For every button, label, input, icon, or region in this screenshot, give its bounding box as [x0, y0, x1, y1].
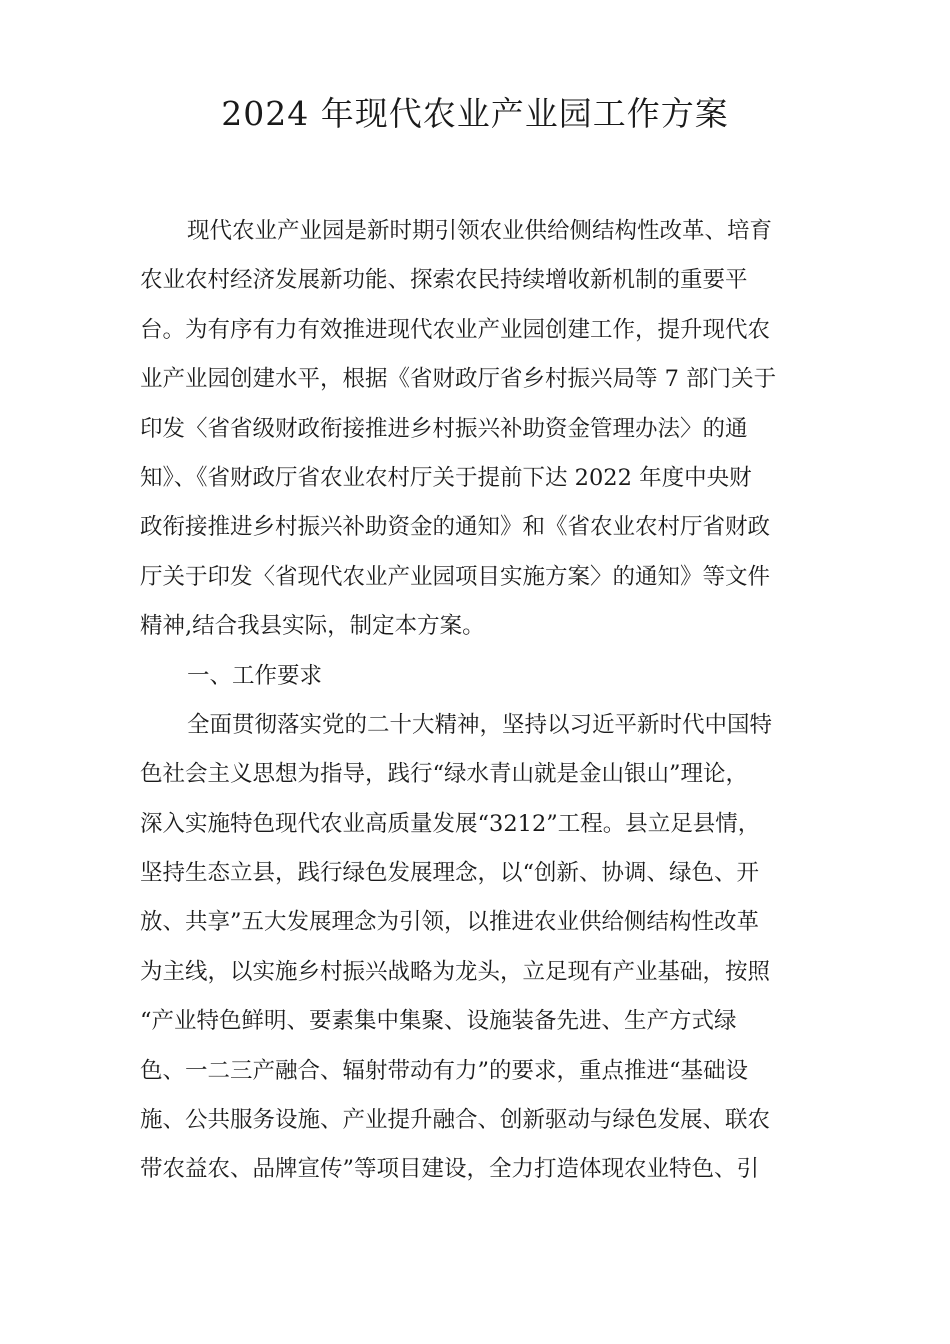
paragraph-line: 为主线，以实施乡村振兴战略为龙头，立足现有产业基础，按照	[140, 958, 771, 985]
paragraph-line: 台。为有序有力有效推进现代农业产业园创建工作，提升现代农	[140, 316, 771, 343]
document-title: 2024 年现代农业产业园工作方案	[221, 94, 729, 133]
section-heading: 一、工作要求	[187, 662, 323, 689]
paragraph-line: 深入实施特色现代农业高质量发展“3212”工程。县立足县情，	[140, 810, 761, 837]
paragraph-line: 知》、《省财政厅省农业农村厅关于提前下达 2022 年度中央财	[140, 464, 752, 491]
paragraph-line: 精神,结合我县实际，制定本方案。	[140, 613, 485, 640]
paragraph-line: 色社会主义思想为指导，践行“绿水青山就是金山银山”理论，	[140, 761, 749, 788]
paragraph-line: 坚持生态立县，践行绿色发展理念，以“创新、协调、绿色、开	[140, 860, 760, 887]
paragraph-line: 色、一二三产融合、辐射带动有力”的要求，重点推进“基础设	[140, 1057, 749, 1084]
paragraph-line: 厅关于印发〈省现代农业产业园项目实施方案〉的通知》等文件	[140, 563, 771, 590]
paragraph-line: 印发〈省省级财政衔接推进乡村振兴补助资金管理办法〉的通	[140, 415, 748, 442]
paragraph-line: 施、公共服务设施、产业提升融合、创新驱动与绿色发展、联农	[140, 1107, 771, 1134]
paragraph-line: 政衔接推进乡村振兴补助资金的通知》和《省农业农村厅省财政	[140, 514, 771, 541]
document-body	[140, 207, 820, 1195]
paragraph-line: 业产业园创建水平，根据《省财政厅省乡村振兴局等 7 部门关于	[140, 366, 777, 393]
paragraph-line: 带农益农、品牌宣传”等项目建设，全力打造体现农业特色、引	[140, 1156, 760, 1183]
paragraph-line: 农业农村经济发展新功能、探索农民持续增收新机制的重要平	[140, 267, 748, 294]
paragraph-line: 现代农业产业园是新时期引领农业供给侧结构性改革、培育	[187, 218, 773, 244]
paragraph-line: 放、共享”五大发展理念为引领，以推进农业供给侧结构性改革	[140, 909, 760, 936]
paragraph-line: 全面贯彻落实党的二十大精神，坚持以习近平新时代中国特	[187, 711, 773, 738]
paragraph-line: “产业特色鲜明、要素集中集聚、设施装备先进、生产方式绿	[140, 1008, 737, 1035]
